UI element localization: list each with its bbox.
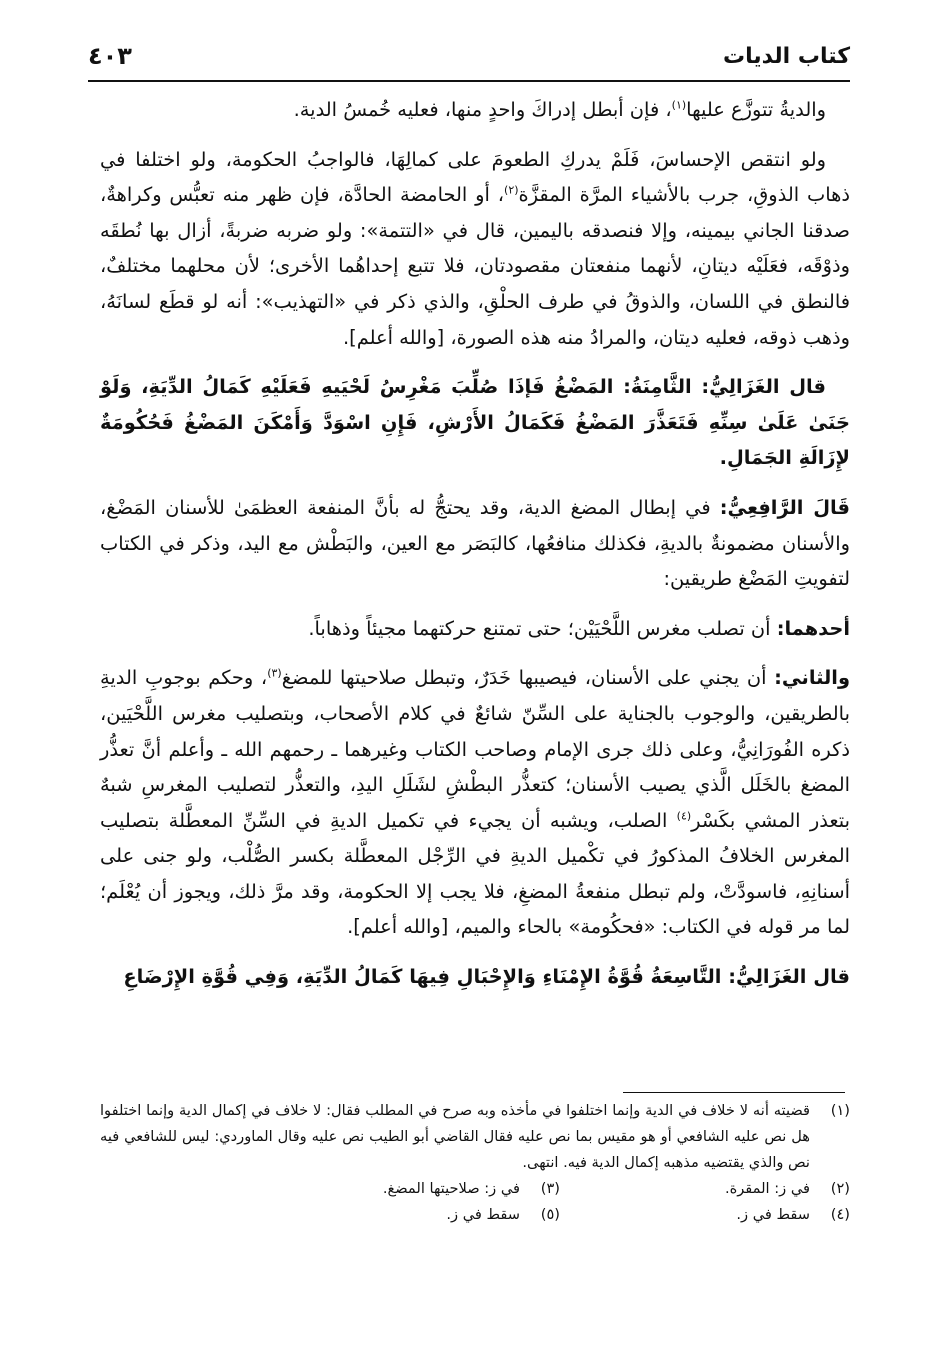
footnote-text: قضيته أنه لا خلاف في الدية وإنما اختلفوا في مأخذه وبه صرح في المطلب فقال: لا خلاف في إكمال الدية وإنما اختلفوا هل نص عليه الشافعي أو هو مقيس بما نص عليه فقال القاضي أبو الطيب نص عليه وقال الماوردي: ليس للشافعي فيه نص والذي يقتضيه مذهبه إكمال الدية فيه. انتهى. (100, 1102, 810, 1171)
ghazali-section-9: قال الغَزَالِيُّ: التَّاسِعَةُ قُوَّةُ الإِمْنَاءِ وَالإِحْبَالِ فِيهَا كَمَالُ الدِّيَةِ، وَفِي قُوَّةِ الإِرْضَاعِ (123, 965, 850, 989)
ghazali-section-8: قال الغَزَالِيُّ: الثَّامِنَةُ: المَضْغُ فَإذَا صُلِّبَ مَغْرِسُ لَحْيَيهِ فَعَلَيْهِ كَمَالُ الدِّيَةِ، وَلَوْ جَنَىٰ عَلَىٰ سِنِّهِ فَتَعَذَّرَ المَضْغُ فَكَمَالُ الأَرْشِ، فَإِنِ اسْوَدَّ وَأَمْكَنَ المَضْغُ فَحُكُومَةٌ لإِزَالَةِ الجَمَالِ. (100, 375, 850, 470)
footnote-3: (٣) في ز: صلاحيتها المضغ. (382, 1180, 560, 1197)
footnote-5: (٥) سقط في ز. (446, 1206, 560, 1223)
paragraph-2: ولو انتقص الإحساسَ، فَلَمْ يدركِ الطعومَ على كمالِهَا، فالواجبُ الحكومة، ولو اختلفا في ذهاب الذوقِ، جرب بالأشياء المرَّة المقزَّة$^{(٢)}$، أو الحامضة الحادَّة، فإن ظهر منه تعبُّس وكراهةٌ، صدقنا الجاني بيمينه، وإلا فنصدقه باليمين، قال في «التتمة»: ولو ضربه ضربةً، أزال بها نُطقَه وذوْقَه، فعَلَيْه ديتانِ، لأنهما منفعتان مقصودتان، فلا تتبع إحداهُما الأخرى؛ لأن محلهما مختلفٌ، فالنطق في اللسان، والذوقُ في طرف الحلْقِ، والذي ذكر في «التهذيب»: أنه لو قطَع لسانَهُ، وذهب ذوقه، فعليه ديتان، والمرادُ منه هذه الصورة، [والله أعلم]. (100, 147, 850, 349)
footnote-ref-1[interactable]: (١) (671, 98, 687, 112)
item-label: والثاني: (774, 666, 851, 690)
speaker-label: قَالَ الرَّافِعِيُّ: (719, 495, 850, 519)
method-two: والثاني: أن يجني على الأسنان، فيصيبها خَدَرٌ، وتبطل صلاحيتها للمضغ$^{(٣)}$، وحكم بوجوبِ الديةِ بالطريقين، والوجوب بالجناية على السِّنّ شائعٌ في كلام الأصحاب، وبتصليب مغرس اللَّحْيَين، ذكره الفُورَانِيُّ، وعلى ذلك جرى الإمام وصاحب الكتاب وغيرهما ـ رحمهم الله ـ وأعلم أنَّ تعذُّر المضغ بالخَلَل الَّذي يصيب الأسنان؛ كتعذُّر البطْشِ لشَلَلِ اليدِ، والتعذُّر لتصليب المغرسِ شبهٌ بتعذر المشي بكَسْر$^{(٤)}$ الصلب، ويشبه أن يجيء في تكميل الديةِ في السِّنِّ المعطَّلة بتصليب المغرس الخلافُ المذكورُ في تكْميل الديةِ في الرِّجْل المعطَّلة بكسر الصُّلْب، ولو جنى على أسنانِهِ، فاسودَّتْ، ولم تبطل منفعةُ المضغِ، فلا يجب إلا الحكومة، وقد مرَّ ذلك، ويجوز أن يُعْلَم؛ لما مر قوله في الكتاب: «فحكُومة» بالحاء والميم، [والله أعلم]. (100, 666, 851, 939)
rafii-commentary: قَالَ الرَّافِعِيُّ: في إبطال المضغ الدية، وقد يحتجُّ له بأنَّ المنفعة العظمَىٰ للأسنان المَضْغ، والأسنان مضمونةٌ بالديةِ، فكذلك منافعُها، كالبَصَر مع العين، والبَطْش مع اليد، وذكر في الكتاب لتفويتِ المَضْغ طريقين: (100, 495, 850, 591)
paragraph-1: والديةُ تتوزَّع عليها$^{(١)}$، فإن أبطل إدراكَ واحدٍ منها، فعليه خُمسُ الدية. (293, 98, 826, 121)
page-number: ٤٠٣ (88, 42, 132, 70)
speaker-label: قال الغَزَالِيُّ: (728, 965, 850, 989)
footnotes (100, 1098, 850, 1228)
footnote-rule (623, 1092, 845, 1093)
footnote-2: (٢) في ز: المقرة. (724, 1180, 850, 1197)
footnote-ref-3[interactable]: (٣) (267, 666, 282, 680)
footnote-ref-4[interactable]: (٤) (676, 809, 692, 823)
main-text (100, 92, 850, 995)
item-label: أحدهما: (776, 616, 850, 640)
footnote-1 (100, 1098, 850, 1176)
speaker-label: قال الغَزَالِيُّ: (701, 375, 826, 399)
method-one: أحدهما: أن تصلب مغرس اللَّحْيَيْن؛ حتى تمتنع حركتهما مجيئاً وذهاباً. (308, 616, 850, 640)
running-title: كتاب الديات (723, 44, 850, 69)
footnote-4: (٤) سقط في ز. (736, 1206, 850, 1223)
footnote-row (100, 1176, 850, 1202)
footnote-ref-2[interactable]: (٢) (504, 183, 519, 197)
footnote-number: (١) (830, 1102, 850, 1119)
running-head (88, 40, 850, 80)
header-rule (88, 80, 850, 82)
footnote-row (100, 1202, 850, 1228)
